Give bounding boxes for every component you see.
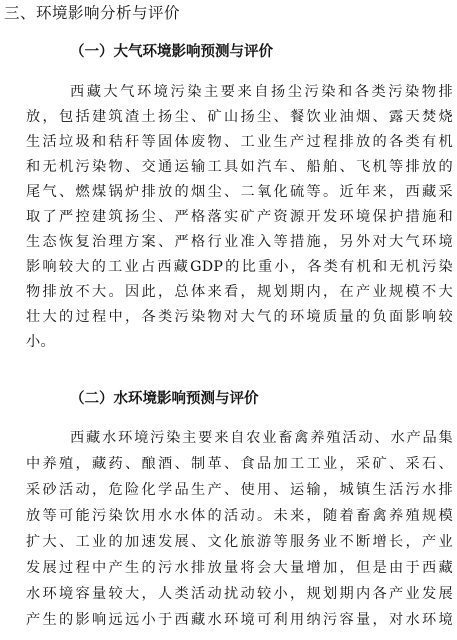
paragraph-line: 西藏水环境污染主要来自农业畜禽养殖活动、水产品集 [70, 430, 453, 446]
paragraph-line: 扩大、工业的加速发展、文化旅游等服务业不断增长，产业 [26, 534, 453, 550]
paragraph-line: 水环境容量较大，人类活动扰动较小，规划期内各产业发展 [26, 586, 453, 602]
paragraph-line: 影响较大的工业占西藏GDP的比重小，各类有机和无机污染 [26, 259, 453, 275]
paragraph-line: 发展过程中产生的污水排放量将会大量增加，但是由于西藏 [26, 560, 453, 576]
paragraph-line: 产生的影响远远小于西藏水环境可利用纳污容量，对水环境 [26, 612, 453, 628]
section-heading: 三、环境影响分析与评价 [4, 4, 181, 22]
paragraph-line: 物排放不大。因此，总体来看，规划期内，在产业规模不大 [26, 284, 453, 300]
subsection-heading-water: （二）水环境影响预测与评价 [70, 390, 259, 407]
paragraph-line: 放，包括建筑渣土扬尘、矿山扬尘、餐饮业油烟、露天焚烧 [26, 109, 453, 125]
paragraph-line: 采砂活动，危险化学品生产、使用、运输，城镇生活污水排 [26, 482, 453, 498]
paragraph-line: 西藏大气环境污染主要来自扬尘污染和各类污染物排 [70, 84, 453, 100]
paragraph-line: 小。 [26, 334, 55, 350]
paragraph-line: 放等可能污染饮用水水体的活动。未来，随着畜禽养殖规模 [26, 508, 453, 524]
paragraph-line: 生态恢复治理方案、严格行业准入等措施，另外对大气环境 [26, 234, 453, 250]
paragraph-line: 尾气、燃煤锅炉排放的烟尘、二氧化硫等。近年来，西藏采 [26, 184, 453, 200]
paragraph-line: 取了严控建筑扬尘、严格落实矿产资源开发环境保护措施和 [26, 209, 453, 225]
paragraph-line: 生活垃圾和秸秆等固体废物、工业生产过程排放的各类有机 [26, 134, 453, 150]
subsection-heading-air: （一）大气环境影响预测与评价 [70, 43, 273, 60]
paragraph-line: 和无机污染物、交通运输工具如汽车、船舶、飞机等排放的 [26, 159, 453, 175]
paragraph-line: 壮大的过程中，各类污染物对大气的环境质量的负面影响较 [26, 309, 453, 325]
paragraph-line: 中养殖，藏药、酿酒、制革、食品加工工业，采矿、采石、 [26, 456, 453, 472]
